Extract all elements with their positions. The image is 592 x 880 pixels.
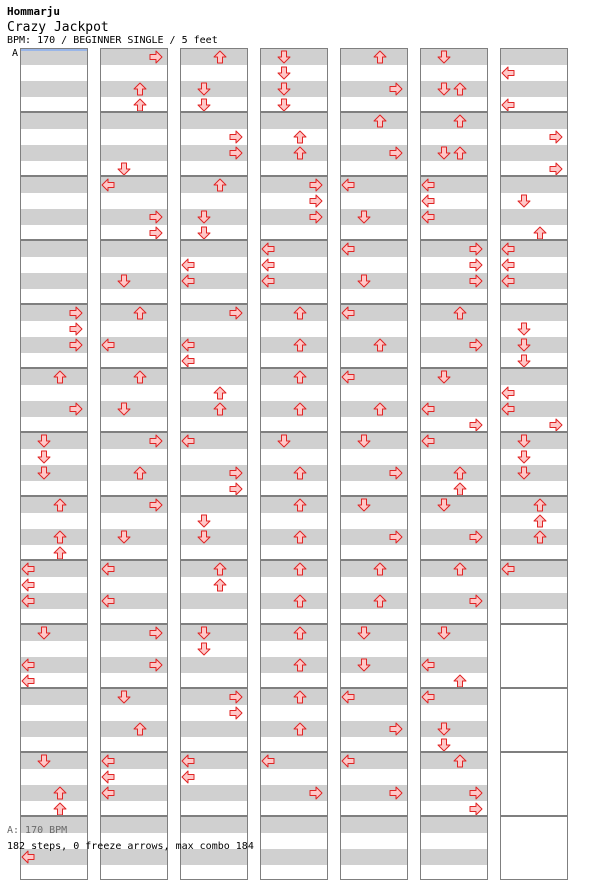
arrow-right-icon (469, 802, 483, 816)
arrow-right-icon (149, 210, 163, 224)
arrow-up-icon (133, 466, 147, 480)
arrow-down-icon (197, 626, 211, 640)
arrow-left-icon (21, 850, 35, 864)
measure-bar (180, 240, 248, 304)
arrow-right-icon (69, 306, 83, 320)
measure-bar (500, 48, 568, 112)
measure-bar (260, 496, 328, 560)
measure-bar (340, 752, 408, 816)
arrow-right-icon (309, 178, 323, 192)
measure-bar (100, 240, 168, 304)
measure-bar (500, 240, 568, 304)
measure-bar (260, 48, 328, 112)
measure-bar (180, 752, 248, 816)
arrow-up-icon (53, 498, 67, 512)
arrow-down-icon (437, 738, 451, 752)
measure-bar (100, 368, 168, 432)
arrow-right-icon (69, 338, 83, 352)
arrow-left-icon (501, 274, 515, 288)
arrow-left-icon (421, 402, 435, 416)
measure-bar (180, 112, 248, 176)
arrow-down-icon (357, 658, 371, 672)
measure-bar (500, 688, 568, 752)
arrow-left-icon (101, 786, 115, 800)
measure-bar (340, 240, 408, 304)
arrow-down-icon (37, 466, 51, 480)
arrow-down-icon (277, 98, 291, 112)
measure-bar (420, 48, 488, 112)
arrow-right-icon (389, 530, 403, 544)
measure-bar (20, 112, 88, 176)
measure-bar (180, 624, 248, 688)
measure-bar (20, 304, 88, 368)
arrow-up-icon (133, 722, 147, 736)
arrow-up-icon (533, 498, 547, 512)
measure-bar (100, 432, 168, 496)
arrow-up-icon (453, 466, 467, 480)
arrow-up-icon (293, 562, 307, 576)
measure-bar (100, 48, 168, 112)
arrow-up-icon (373, 402, 387, 416)
measure-bar (340, 304, 408, 368)
arrow-left-icon (341, 242, 355, 256)
bpm-marker-label: A (12, 48, 19, 59)
arrow-right-icon (549, 162, 563, 176)
arrow-left-icon (181, 434, 195, 448)
arrow-down-icon (517, 434, 531, 448)
measure-bar (420, 816, 488, 880)
arrow-right-icon (469, 786, 483, 800)
arrow-down-icon (517, 354, 531, 368)
arrow-right-icon (469, 274, 483, 288)
measure-bar (420, 432, 488, 496)
measure-bar (20, 688, 88, 752)
arrow-down-icon (277, 434, 291, 448)
arrow-up-icon (293, 338, 307, 352)
arrow-up-icon (133, 82, 147, 96)
arrow-right-icon (69, 322, 83, 336)
measure-bar (500, 176, 568, 240)
measure-bar (260, 368, 328, 432)
arrow-down-icon (357, 626, 371, 640)
arrow-down-icon (197, 530, 211, 544)
arrow-right-icon (229, 482, 243, 496)
arrow-left-icon (261, 242, 275, 256)
measure-bar (180, 368, 248, 432)
measure-bar (500, 560, 568, 624)
arrow-left-icon (501, 562, 515, 576)
arrow-left-icon (101, 338, 115, 352)
measure-bar (500, 624, 568, 688)
bpm-marker-line (21, 49, 87, 51)
measure-bar (100, 624, 168, 688)
arrow-left-icon (501, 98, 515, 112)
measure-bar (260, 240, 328, 304)
arrow-down-icon (357, 498, 371, 512)
arrow-down-icon (517, 466, 531, 480)
arrow-left-icon (341, 690, 355, 704)
measure-bar (500, 752, 568, 816)
arrow-up-icon (293, 722, 307, 736)
arrow-right-icon (309, 194, 323, 208)
arrow-up-icon (293, 690, 307, 704)
measure-bar (20, 368, 88, 432)
arrow-left-icon (21, 674, 35, 688)
arrow-up-icon (53, 546, 67, 560)
measure-bar (340, 816, 408, 880)
measure-bar (180, 432, 248, 496)
arrow-down-icon (37, 754, 51, 768)
measure-bar (420, 624, 488, 688)
measure-bar (180, 688, 248, 752)
measure-bar (500, 304, 568, 368)
measure-bar (420, 496, 488, 560)
arrow-up-icon (533, 226, 547, 240)
arrow-up-icon (293, 370, 307, 384)
measure-bar (260, 432, 328, 496)
measure-bar (420, 112, 488, 176)
arrow-down-icon (197, 210, 211, 224)
arrow-left-icon (181, 754, 195, 768)
measure-bar (500, 368, 568, 432)
arrow-left-icon (261, 274, 275, 288)
measure-bar (20, 176, 88, 240)
arrow-up-icon (373, 562, 387, 576)
arrow-right-icon (149, 626, 163, 640)
arrow-right-icon (229, 130, 243, 144)
measure-bar (260, 624, 328, 688)
arrow-left-icon (181, 354, 195, 368)
arrow-right-icon (149, 434, 163, 448)
arrow-up-icon (373, 114, 387, 128)
measure-bar (180, 560, 248, 624)
arrow-up-icon (213, 178, 227, 192)
arrow-right-icon (149, 658, 163, 672)
arrow-up-icon (373, 50, 387, 64)
arrow-left-icon (341, 370, 355, 384)
arrow-left-icon (101, 594, 115, 608)
measure-bar (20, 496, 88, 560)
arrow-down-icon (357, 210, 371, 224)
arrow-left-icon (421, 658, 435, 672)
arrow-right-icon (229, 690, 243, 704)
arrow-up-icon (53, 802, 67, 816)
arrow-up-icon (293, 130, 307, 144)
measure-bar (100, 560, 168, 624)
arrow-right-icon (389, 786, 403, 800)
arrow-down-icon (37, 450, 51, 464)
arrow-left-icon (421, 194, 435, 208)
measure-bar (100, 496, 168, 560)
arrow-up-icon (213, 562, 227, 576)
chart-meta: BPM: 170 / BEGINNER SINGLE / 5 feet (7, 35, 218, 46)
arrow-up-icon (293, 594, 307, 608)
arrow-right-icon (469, 418, 483, 432)
measure-bar (340, 176, 408, 240)
measure-bar (420, 560, 488, 624)
arrow-left-icon (421, 178, 435, 192)
arrow-left-icon (181, 258, 195, 272)
arrow-down-icon (197, 226, 211, 240)
measure-bar (260, 816, 328, 880)
measure-bar (340, 432, 408, 496)
measure-bar (180, 304, 248, 368)
measure-bar (420, 176, 488, 240)
measure-bar (20, 432, 88, 496)
arrow-up-icon (453, 562, 467, 576)
arrow-down-icon (197, 514, 211, 528)
arrow-right-icon (149, 226, 163, 240)
measure-bar (260, 752, 328, 816)
measure-bar (420, 688, 488, 752)
arrow-down-icon (197, 642, 211, 656)
arrow-right-icon (149, 498, 163, 512)
arrow-left-icon (501, 402, 515, 416)
arrow-up-icon (293, 658, 307, 672)
measure-bar (260, 560, 328, 624)
measure-bar (100, 752, 168, 816)
arrow-up-icon (293, 402, 307, 416)
arrow-up-icon (213, 386, 227, 400)
arrow-right-icon (469, 594, 483, 608)
arrow-left-icon (101, 754, 115, 768)
arrow-down-icon (277, 66, 291, 80)
site-name: Hommarju (7, 5, 60, 18)
arrow-left-icon (181, 274, 195, 288)
song-title: Crazy Jackpot (7, 20, 109, 35)
measure-bar (420, 304, 488, 368)
arrow-down-icon (117, 402, 131, 416)
arrow-up-icon (53, 370, 67, 384)
arrow-down-icon (437, 146, 451, 160)
arrow-down-icon (357, 274, 371, 288)
arrow-up-icon (453, 482, 467, 496)
measure-bar (340, 112, 408, 176)
arrow-down-icon (517, 194, 531, 208)
arrow-right-icon (309, 210, 323, 224)
arrow-right-icon (389, 82, 403, 96)
arrow-right-icon (389, 466, 403, 480)
arrow-down-icon (117, 530, 131, 544)
arrow-right-icon (469, 258, 483, 272)
arrow-right-icon (389, 722, 403, 736)
arrow-right-icon (309, 786, 323, 800)
arrow-right-icon (469, 530, 483, 544)
measure-bar (100, 112, 168, 176)
arrow-right-icon (389, 146, 403, 160)
measure-bar (20, 48, 88, 112)
arrow-down-icon (437, 50, 451, 64)
arrow-up-icon (533, 530, 547, 544)
arrow-right-icon (469, 242, 483, 256)
arrow-up-icon (453, 674, 467, 688)
arrow-up-icon (453, 754, 467, 768)
arrow-up-icon (53, 530, 67, 544)
measure-bar (20, 560, 88, 624)
arrow-left-icon (501, 242, 515, 256)
arrow-left-icon (21, 658, 35, 672)
measure-bar (420, 368, 488, 432)
arrow-up-icon (453, 82, 467, 96)
arrow-up-icon (213, 50, 227, 64)
measure-bar (260, 304, 328, 368)
arrow-up-icon (293, 146, 307, 160)
arrow-down-icon (117, 690, 131, 704)
arrow-up-icon (453, 146, 467, 160)
arrow-down-icon (197, 82, 211, 96)
arrow-down-icon (117, 162, 131, 176)
measure-bar (340, 496, 408, 560)
measure-bar (340, 48, 408, 112)
arrow-right-icon (69, 402, 83, 416)
arrow-left-icon (101, 770, 115, 784)
arrow-left-icon (181, 770, 195, 784)
arrow-up-icon (293, 530, 307, 544)
arrow-down-icon (437, 626, 451, 640)
arrow-left-icon (421, 210, 435, 224)
measure-bar (100, 176, 168, 240)
measure-bar (340, 560, 408, 624)
measure-bar (500, 496, 568, 560)
arrow-down-icon (37, 626, 51, 640)
arrow-down-icon (197, 98, 211, 112)
measure-bar (260, 176, 328, 240)
arrow-right-icon (229, 306, 243, 320)
arrow-down-icon (277, 82, 291, 96)
measure-bar (500, 816, 568, 880)
arrow-up-icon (133, 98, 147, 112)
arrow-down-icon (437, 82, 451, 96)
measure-bar (420, 240, 488, 304)
arrow-left-icon (501, 66, 515, 80)
arrow-left-icon (21, 578, 35, 592)
arrow-down-icon (437, 370, 451, 384)
arrow-right-icon (469, 338, 483, 352)
arrow-down-icon (357, 434, 371, 448)
arrow-up-icon (213, 578, 227, 592)
measure-bar (340, 624, 408, 688)
arrow-right-icon (229, 146, 243, 160)
arrow-down-icon (117, 274, 131, 288)
measure-bar (500, 112, 568, 176)
measure-bar (20, 240, 88, 304)
measure-bar (180, 48, 248, 112)
arrow-left-icon (421, 434, 435, 448)
arrow-up-icon (293, 498, 307, 512)
arrow-left-icon (181, 338, 195, 352)
arrow-up-icon (373, 594, 387, 608)
arrow-up-icon (293, 626, 307, 640)
arrow-down-icon (517, 322, 531, 336)
arrow-up-icon (213, 402, 227, 416)
measure-bar (20, 624, 88, 688)
arrow-up-icon (533, 514, 547, 528)
arrow-right-icon (149, 50, 163, 64)
arrow-down-icon (37, 434, 51, 448)
arrow-up-icon (133, 306, 147, 320)
arrow-left-icon (501, 258, 515, 272)
arrow-left-icon (421, 690, 435, 704)
arrow-left-icon (501, 386, 515, 400)
measure-bar (180, 496, 248, 560)
arrow-down-icon (517, 450, 531, 464)
measure-bar (420, 752, 488, 816)
arrow-up-icon (53, 786, 67, 800)
bpm-summary: A: 170 BPM (7, 825, 68, 836)
arrow-left-icon (21, 562, 35, 576)
measure-bar (260, 112, 328, 176)
arrow-left-icon (341, 306, 355, 320)
arrow-up-icon (373, 338, 387, 352)
arrow-left-icon (101, 178, 115, 192)
measure-bar (340, 688, 408, 752)
arrow-up-icon (133, 370, 147, 384)
measure-bar (260, 688, 328, 752)
arrow-up-icon (293, 306, 307, 320)
arrow-right-icon (549, 130, 563, 144)
arrow-up-icon (293, 466, 307, 480)
arrow-left-icon (261, 754, 275, 768)
arrow-left-icon (341, 754, 355, 768)
measure-bar (180, 176, 248, 240)
arrow-left-icon (21, 594, 35, 608)
arrow-left-icon (341, 178, 355, 192)
arrow-right-icon (229, 466, 243, 480)
measure-bar (100, 304, 168, 368)
arrow-up-icon (453, 114, 467, 128)
arrow-down-icon (437, 722, 451, 736)
arrow-down-icon (517, 338, 531, 352)
arrow-down-icon (277, 50, 291, 64)
arrow-left-icon (261, 258, 275, 272)
arrow-left-icon (101, 562, 115, 576)
arrow-down-icon (437, 498, 451, 512)
measure-bar (340, 368, 408, 432)
measure-bar (20, 752, 88, 816)
arrow-right-icon (229, 706, 243, 720)
arrow-up-icon (453, 306, 467, 320)
measure-bar (100, 688, 168, 752)
measure-bar (500, 432, 568, 496)
step-stats: 182 steps, 0 freeze arrows, max combo 184 (7, 841, 254, 852)
arrow-right-icon (549, 418, 563, 432)
